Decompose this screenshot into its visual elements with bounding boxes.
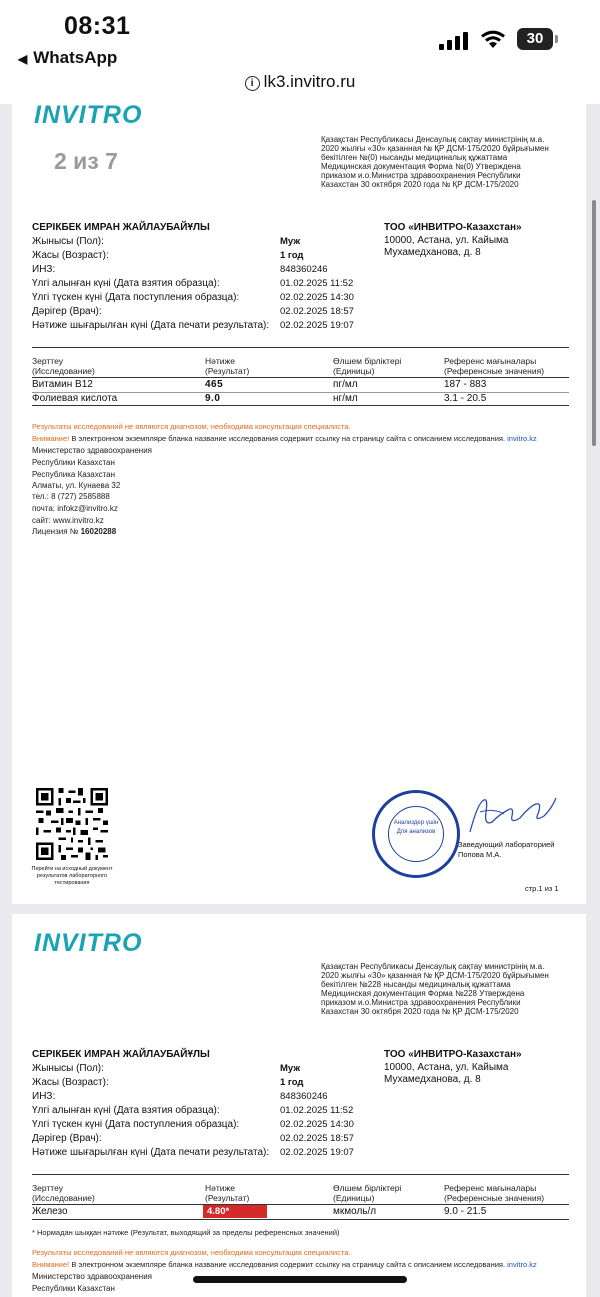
result-units: нг/мл <box>333 393 358 404</box>
sample-taken-label: Үлгі алынған күні (Дата взятия образца): <box>32 1105 220 1116</box>
col-header-result: Нәтиже (Результат) <box>205 356 250 376</box>
header-rule <box>32 377 569 378</box>
info-line: Министерство здравоохранения <box>32 446 152 455</box>
back-app-label: WhatsApp <box>33 48 118 67</box>
doctor-label: Дәрігер (Врач): <box>32 1133 102 1144</box>
info-line: сайт: www.invitro.kz <box>32 516 104 525</box>
col-header-units: Өлшем бірліктері (Единицы) <box>333 1183 402 1203</box>
result-units: пг/мл <box>333 379 358 390</box>
info-line: Министерство здравоохранения <box>32 1272 152 1281</box>
printed-value: 02.02.2025 19:07 <box>280 320 354 331</box>
iin-value: 848360246 <box>280 264 328 275</box>
col-header-test: Зерттеу (Исследование) <box>32 356 95 376</box>
table-top-rule <box>32 1174 569 1175</box>
page-number: стр.1 из 1 <box>525 884 559 893</box>
clock: 08:31 <box>64 12 131 40</box>
age-value: 1 год <box>280 1077 304 1088</box>
info-line: почта: infokz@invitro.kz <box>32 504 118 513</box>
header-rule <box>32 1204 569 1205</box>
document-page-2 <box>12 914 586 1297</box>
sample-received-value: 02.02.2025 14:30 <box>280 1119 354 1130</box>
license-number: 16020288 <box>80 527 117 536</box>
sex-label: Жынысы (Пол): <box>32 236 104 247</box>
result-test-name[interactable]: Витамин B12 <box>32 379 93 390</box>
sex-value: Муж <box>280 236 301 247</box>
col-header-ref: Референс мағыналары (Референсные значения) <box>444 356 545 376</box>
back-to-app-button[interactable] <box>18 48 117 68</box>
qr-caption: Перейти на исходный документ результатов лабораторного тестирования <box>31 866 113 886</box>
iin-label: ИНЗ: <box>32 264 56 275</box>
result-reference: 9.0 - 21.5 <box>444 1206 487 1217</box>
attention-text <box>32 1260 537 1269</box>
doctor-date: 02.02.2025 18:57 <box>280 306 354 317</box>
document-page-1 <box>12 101 586 904</box>
result-reference: 187 - 883 <box>444 379 487 390</box>
col-header-ref: Референс мағыналары (Референсные значения) <box>444 1183 545 1203</box>
url-text: lk3.invitro.ru <box>263 72 356 91</box>
result-test-name[interactable]: Железо <box>32 1206 68 1217</box>
info-line: Республика Казахстан <box>32 470 116 479</box>
lab-org-address: 10000, Астана, ул. Кайыма Мухамедханова, д. 8 <box>384 1062 509 1085</box>
regulation-text: Қазақстан Республикасы Денсаулық сақтау министрінің м.а. 2020 жылғы «30» қазанная № ҚР ДСМ-175/2020 бұйрығымен бекітілген №(0) нысанды медициналық құжаттама Медицинская документация Форма №(0) Утверждена приказом и.о.Министра здравоохранения Республики Казахстан 30 октября 2020 года № ҚР ДСМ-175/2020 <box>321 135 549 189</box>
printed-value: 02.02.2025 19:07 <box>280 1147 354 1158</box>
lab-org-name: ТОО «ИНВИТРО-Казахстан» <box>384 1049 522 1060</box>
license-line <box>32 527 116 536</box>
info-icon[interactable]: i <box>245 76 260 91</box>
col-header-result: Нәтиже (Результат) <box>205 1183 250 1203</box>
sample-received-label: Үлгі түскен күні (Дата поступления образца): <box>32 292 240 303</box>
result-value: 465 <box>205 379 224 390</box>
invitro-logo: INVITRO <box>34 101 143 129</box>
back-triangle-icon: ◀ <box>18 52 28 66</box>
attention-text <box>32 434 537 443</box>
home-indicator[interactable] <box>193 1276 407 1283</box>
info-line: Республики Казахстан <box>32 1284 115 1293</box>
patient-name: СЕРІКБЕК ИМРАН ЖАЙЛАУБАЙҰЛЫ <box>32 1049 210 1060</box>
result-test-name[interactable]: Фолиевая кислота <box>32 393 118 404</box>
scrollbar-thumb[interactable] <box>592 200 596 446</box>
cellular-signal-icon <box>439 30 471 50</box>
regulation-text: Қазақстан Республикасы Денсаулық сақтау министрінің м.а. 2020 жылғы «30» қазанная № ҚР ДСМ-175/2020 бұйрығымен бекітілген №228 нысанды медициналық құжаттама Медицинская документация Форма №228 Утверждена приказом и.о.Министра здравоохранения Республики Казахстан 30 октября 2020 года № ҚР ДСМ-175/2020 <box>321 962 549 1016</box>
attention-word: Внимание! <box>32 1260 70 1269</box>
disclaimer-text: Результаты исследований не являются диагнозом, необходима консультация специалиста. <box>32 1248 351 1257</box>
age-value: 1 год <box>280 250 304 261</box>
printed-label: Нәтиже шығарылған күні (Дата печати результата): <box>32 1147 270 1158</box>
age-label: Жасы (Возраст): <box>32 250 109 261</box>
doctor-date: 02.02.2025 18:57 <box>280 1133 354 1144</box>
invitro-link[interactable]: invitro.kz <box>507 1260 537 1269</box>
head-of-lab: Заведующий лабораторией Попова М.А. <box>458 840 555 859</box>
invitro-logo: INVITRO <box>34 929 143 957</box>
address-bar[interactable] <box>0 72 600 92</box>
sample-taken-value: 01.02.2025 11:52 <box>280 278 354 289</box>
col-header-units: Өлшем бірліктері (Единицы) <box>333 356 402 376</box>
license-label: Лицензия № <box>32 527 79 536</box>
info-line: тел.: 8 (727) 2585888 <box>32 492 110 501</box>
sex-value: Муж <box>280 1063 301 1074</box>
page-indicator: 2 из 7 <box>54 148 118 174</box>
info-line: Республики Казахстан <box>32 458 115 467</box>
result-units: мкмоль/л <box>333 1206 377 1217</box>
attention-body: В электронном экземпляре бланка название исследования содержит ссылку на страницу сайта с описанием исследования. <box>69 1260 506 1269</box>
battery-icon: 30 <box>517 28 553 50</box>
table-bottom-rule <box>32 405 569 406</box>
wifi-icon <box>479 28 507 50</box>
signature <box>464 792 559 838</box>
sample-taken-value: 01.02.2025 11:52 <box>280 1105 354 1116</box>
age-label: Жасы (Возраст): <box>32 1077 109 1088</box>
status-bar <box>0 0 600 104</box>
laboratory-stamp <box>372 790 460 878</box>
col-header-test: Зерттеу (Исследование) <box>32 1183 95 1203</box>
printed-label: Нәтиже шығарылған күні (Дата печати результата): <box>32 320 270 331</box>
sample-received-label: Үлгі түскен күні (Дата поступления образца): <box>32 1119 240 1130</box>
sample-taken-label: Үлгі алынған күні (Дата взятия образца): <box>32 278 220 289</box>
iin-label: ИНЗ: <box>32 1091 56 1102</box>
lab-org-address: 10000, Астана, ул. Кайыма Мухамедханова, д. 8 <box>384 235 509 258</box>
patient-name: СЕРІКБЕК ИМРАН ЖАЙЛАУБАЙҰЛЫ <box>32 222 210 233</box>
qr-code[interactable] <box>36 788 108 860</box>
sample-received-value: 02.02.2025 14:30 <box>280 292 354 303</box>
disclaimer-text: Результаты исследований не являются диагнозом, необходима консультация специалиста. <box>32 422 351 431</box>
result-value: 9.0 <box>205 393 221 404</box>
info-line: Алматы, ул. Кунаева 32 <box>32 481 121 490</box>
lab-org-name: ТОО «ИНВИТРО-Казахстан» <box>384 222 522 233</box>
iin-value: 848360246 <box>280 1091 328 1102</box>
attention-word: Внимание! <box>32 434 70 443</box>
attention-body: В электронном экземпляре бланка название исследования содержит ссылку на страницу сайта с описанием исследования. <box>69 434 506 443</box>
table-bottom-rule <box>32 1219 569 1220</box>
result-value-flagged: 4.80* <box>203 1205 267 1218</box>
footnote: * Нормадан шыққан нәтиже (Результат, выходящий за пределы референсных значений) <box>32 1228 340 1237</box>
sex-label: Жынысы (Пол): <box>32 1063 104 1074</box>
stamp-inner-text: Анализдер үшін Для анализов <box>388 806 444 862</box>
invitro-link[interactable]: invitro.kz <box>507 434 537 443</box>
result-reference: 3.1 - 20.5 <box>444 393 487 404</box>
table-top-rule <box>32 347 569 348</box>
doctor-label: Дәрігер (Врач): <box>32 306 102 317</box>
